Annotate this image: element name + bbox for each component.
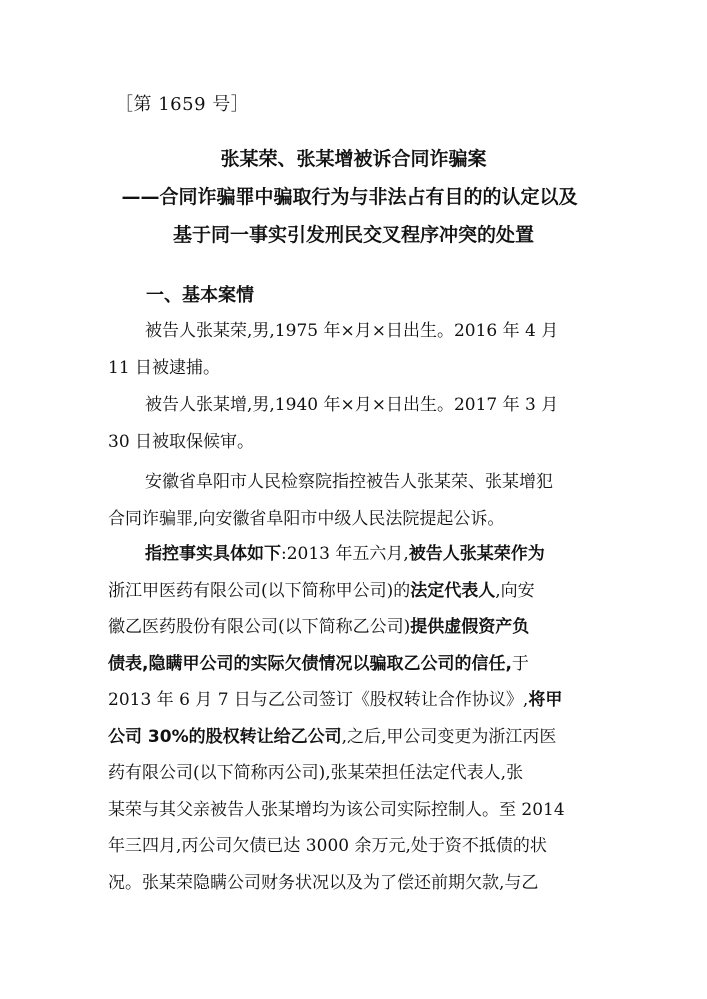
- bold-text: 指控事实具体如下: [145, 544, 281, 564]
- paragraph-defendant-1: [108, 313, 600, 386]
- plain-text: 徽乙医药股份有限公司(以下简称乙公司): [108, 617, 411, 637]
- title-main: 张某荣、张某增被诉合同诈骗案: [220, 148, 487, 170]
- paragraph-defendant-2: [108, 387, 600, 460]
- plain-text: 2013 年 6 月 7 日与乙公司签订《股权转让合作协议》,: [108, 690, 529, 710]
- plain-text: 于: [511, 653, 529, 674]
- plain-text: 浙江甲医药有限公司(以下简称甲公司)的: [108, 580, 411, 601]
- paragraph-line: [108, 536, 600, 573]
- title-subtitle-line2: 基于同一事实引发刑民交叉程序冲突的处置: [172, 224, 534, 246]
- title-subtitle-line1: ——合同诈骗罪中骗取行为与非法占有目的的认定以及: [121, 186, 578, 208]
- bold-text: 债表,隐瞒甲公司的实际欠债情况以骗取乙公司的信任,: [108, 653, 512, 674]
- section-heading-basic-facts: 一、基本案情: [146, 285, 254, 306]
- paragraph-line: 年三四月,丙公司欠债已达 3000 余万元,处于资不抵债的状: [108, 836, 547, 856]
- paragraph-line: 药有限公司(以下简称丙公司),张某荣担任法定代表人,张: [108, 763, 524, 783]
- paragraph-line: [108, 719, 600, 756]
- bold-text: 将甲: [528, 690, 563, 710]
- paragraph-charged-facts: [108, 536, 600, 901]
- plain-text: ,向安: [495, 580, 535, 601]
- paragraph-line: [108, 646, 600, 683]
- paragraph-line: 某荣与其父亲被告人张某增均为该公司实际控制人。至 2014: [108, 799, 565, 820]
- case-number: ［第 1659 号］: [115, 94, 250, 115]
- paragraph-line: 被告人张某荣,男,1975 年×月×日出生。2016 年 4 月: [145, 321, 559, 341]
- paragraph-line: 30 日被取保候审。: [108, 431, 255, 452]
- paragraph-prosecution: [108, 464, 600, 537]
- paragraph-line: 安徽省阜阳市人民检察院指控被告人张某荣、张某增犯: [145, 472, 553, 492]
- bold-text: 提供虚假资产负: [410, 617, 530, 637]
- paragraph-line: 被告人张某增,男,1940 年×月×日出生。2017 年 3 月: [145, 395, 559, 415]
- paragraph-line: 合同诈骗罪,向安徽省阜阳市中级人民法院提起公诉。: [108, 508, 505, 529]
- bold-text: 法定代表人: [410, 580, 496, 601]
- paragraph-line: 况。张某荣隐瞒公司财务状况以及为了偿还前期欠款,与乙: [108, 872, 539, 893]
- paragraph-line: [108, 682, 600, 719]
- plain-text: :2013 年五六月,: [281, 544, 409, 564]
- paragraph-line: [108, 609, 600, 646]
- paragraph-line: [108, 573, 600, 610]
- bold-text: 被告人张某荣作为: [408, 544, 545, 564]
- paragraph-line: 11 日被逮捕。: [108, 357, 221, 378]
- document-title: [0, 146, 707, 260]
- plain-text: ,之后,甲公司变更为浙江丙医: [341, 726, 557, 747]
- bold-text: 公司 30%的股权转让给乙公司: [108, 726, 342, 747]
